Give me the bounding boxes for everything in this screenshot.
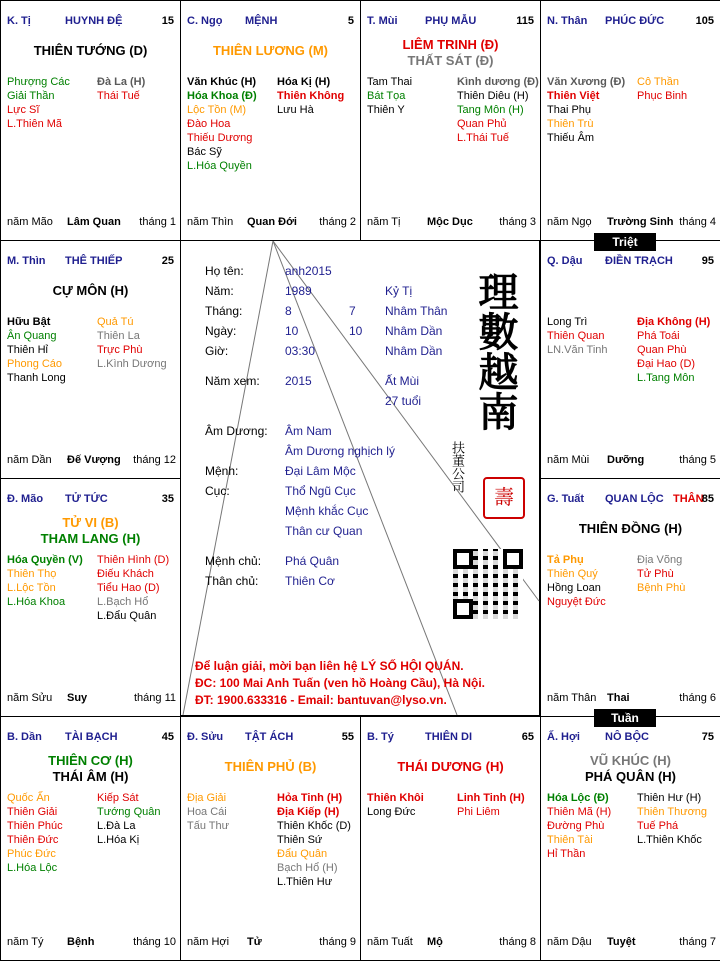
palace-number: 105 [695, 15, 714, 27]
star-item: Thiếu Dương [187, 132, 253, 144]
year-label: năm Dậu [547, 936, 592, 948]
contact-address: ĐC: 100 Mai Anh Tuấn (ven hồ Hoàng Cầu), Hà Nội. [195, 676, 486, 690]
palace-branch: Q. Dậu [547, 255, 583, 267]
thang-value: 8 [285, 304, 292, 318]
year-label: năm Thân [547, 692, 597, 704]
month-label: tháng 1 [139, 216, 176, 228]
star-column-right [277, 75, 344, 117]
palace-name: TẬT ÁCH [245, 731, 294, 743]
star-item: Quan Phù [637, 344, 687, 356]
star-item: Tử Phù [637, 568, 674, 580]
palace-branch: Ấ. Hợi [547, 731, 580, 743]
month-label: tháng 8 [499, 936, 536, 948]
nam-value: 1989 [285, 284, 312, 298]
stage-label: Mộ [427, 936, 443, 948]
star-column-right [637, 75, 687, 103]
nam-can-chi: Kỷ Tị [385, 284, 413, 298]
palace-number: 25 [161, 255, 174, 267]
main-star: THIÊN TƯỚNG (D) [33, 43, 148, 58]
gio-value: 03:30 [285, 344, 316, 358]
stage-label: Mộc Dục [427, 216, 473, 228]
star-item: Giải Thần [7, 90, 55, 102]
stage-label: Thai [607, 692, 630, 704]
palace-number: 85 [701, 493, 714, 505]
palace-cell-dan [0, 716, 181, 961]
star-item: Thiên Y [367, 104, 405, 116]
star-item: Thiên Thọ [7, 568, 57, 580]
star-item: Thiên Không [277, 90, 345, 102]
month-label: tháng 4 [679, 216, 716, 228]
star-item: Đẩu Quân [277, 848, 328, 860]
star-item: L.Thiên Hư [277, 876, 333, 888]
star-item: L.Hóa Quyền [187, 160, 252, 172]
palace-footer [7, 692, 176, 706]
star-item: Thai Phụ [547, 104, 592, 116]
star-item: L.Bạch Hổ [97, 596, 149, 608]
star-column-left [547, 791, 611, 861]
star-item: Thiên Hỉ [7, 344, 48, 356]
star-item: Thiên La [97, 330, 140, 342]
palace-cell-than [540, 0, 720, 241]
main-star: THIÊN CƠ (H) [48, 753, 133, 768]
star-item: L.Thiên Khốc [637, 834, 702, 846]
stage-label: Tử [247, 936, 262, 948]
star-item: Đà La (H) [97, 76, 146, 88]
star-item: Hỉ Thần [547, 848, 586, 860]
stage-label: Quan Đới [247, 216, 297, 228]
star-item: Phá Toái [637, 330, 680, 342]
star-item: Thanh Long [7, 372, 66, 384]
star-column-right [637, 791, 707, 847]
palace-name: HUYNH ĐỆ [65, 15, 123, 27]
palace-header [547, 493, 716, 507]
ngay-value: 10 [285, 324, 299, 338]
palace-cell-tuat [540, 478, 720, 717]
tuan-tag: Tuần [594, 709, 656, 727]
star-item: Thiên Trù [547, 118, 594, 130]
star-item: Thiên Sứ [277, 834, 323, 846]
star-item: Bạch Hổ (H) [277, 862, 338, 874]
star-item: Đào Hoa [187, 118, 231, 130]
star-item: Bác Sỹ [187, 146, 222, 158]
star-item: Hữu Bật [7, 316, 51, 328]
star-item: Quả Tú [97, 316, 134, 328]
star-item: Tướng Quân [97, 806, 161, 818]
star-item: Lực Sĩ [7, 104, 40, 116]
thang-can-chi: Nhâm Thân [385, 304, 448, 318]
star-item: Phúc Đức [7, 848, 56, 860]
palace-header [7, 15, 176, 29]
star-item: Hồng Loan [547, 582, 601, 594]
stage-label: Dưỡng [607, 454, 645, 466]
palace-cell-hoi [540, 716, 720, 961]
palace-name: PHỤ MẪU [425, 15, 477, 27]
star-item: Văn Xương (Đ) [547, 76, 626, 88]
palace-name: MỆNH [245, 15, 278, 27]
star-item: Cô Thần [637, 76, 679, 88]
year-label: năm Tị [367, 216, 401, 228]
star-item: Thiên Quý [547, 568, 598, 580]
palace-branch: M. Thìn [7, 255, 46, 267]
star-column-left [187, 75, 257, 173]
star-column-left [547, 553, 606, 609]
nam-xem-value: 2015 [285, 374, 312, 388]
palace-cell-ti [0, 0, 181, 241]
star-item: Tang Môn (H) [457, 104, 524, 116]
year-label: năm Tý [7, 936, 44, 948]
star-column-left [367, 75, 412, 117]
menh-chu-value: Phá Quân [285, 554, 340, 568]
star-item: Thiên Tài [547, 834, 593, 846]
month-label: tháng 12 [133, 454, 176, 466]
stage-label: Trường Sinh [607, 216, 674, 228]
star-item: Trực Phù [97, 344, 143, 356]
palace-number: 65 [521, 731, 534, 743]
month-label: tháng 6 [679, 692, 716, 704]
than-chu-label: Thân chủ: [205, 574, 259, 588]
main-star: THIÊN LƯƠNG (M) [212, 43, 329, 58]
palace-footer [547, 454, 716, 468]
palace-footer [7, 936, 176, 950]
star-item: Thiên Khôi [367, 792, 424, 804]
star-item: L.Hóa Khoa [7, 596, 66, 608]
palace-footer [367, 936, 536, 950]
year-label: năm Hợi [187, 936, 230, 948]
main-star: PHÁ QUÂN (H) [585, 769, 676, 784]
palace-footer [187, 936, 356, 950]
palace-header [187, 731, 356, 745]
star-item: Thiên Việt [547, 90, 600, 102]
star-item: Thiên Thương [637, 806, 708, 818]
star-item: Địa Không (H) [637, 316, 711, 328]
star-item: Hóa Kị (H) [277, 76, 331, 88]
thang-label: Tháng: [205, 304, 243, 318]
nam-xem-label: Năm xem: [205, 374, 260, 388]
palace-name: PHÚC ĐỨC [605, 15, 665, 27]
month-label: tháng 9 [319, 936, 356, 948]
star-item: Thiên Phúc [7, 820, 63, 832]
star-column-left [7, 75, 70, 131]
nam-label: Năm: [205, 284, 234, 298]
star-item: Thiên Diêu (H) [457, 90, 529, 102]
star-item: Hỏa Tinh (H) [277, 792, 343, 804]
star-item: Thiên Mã (H) [547, 806, 612, 818]
palace-footer [367, 216, 536, 230]
palace-footer [187, 216, 356, 230]
star-item: Điếu Khách [97, 568, 154, 580]
star-column-left [367, 791, 424, 819]
star-column-right [637, 315, 710, 385]
star-item: Tả Phụ [547, 554, 584, 566]
star-item: L.Thái Tuế [457, 132, 509, 144]
main-star: THÁI ÂM (H) [52, 769, 129, 784]
star-item: Lộc Tồn (M) [187, 104, 247, 116]
star-item: Ân Quang [7, 330, 57, 342]
star-item: Lưu Hà [277, 104, 314, 116]
main-star: THẤT SÁT (Đ) [407, 53, 494, 68]
star-item: L.Đà La [97, 820, 136, 832]
palace-branch: B. Dần [7, 731, 42, 743]
star-column-left [547, 75, 625, 145]
palace-branch: B. Tý [367, 731, 394, 743]
palace-footer [7, 454, 176, 468]
palace-header [7, 255, 176, 269]
main-star: THAM LANG (H) [40, 531, 141, 546]
month-label: tháng 3 [499, 216, 536, 228]
star-item: L.Hóa Kị [97, 834, 140, 846]
star-item: Quan Phủ [457, 118, 507, 130]
menh-label: Mệnh: [205, 464, 239, 478]
star-column-right [97, 553, 169, 623]
calligraphy-logo: 理數越南 [472, 271, 519, 431]
star-item: Thiên Quan [547, 330, 605, 342]
main-star: VŨ KHÚC (H) [590, 753, 671, 768]
year-label: năm Ngọ [547, 216, 592, 228]
star-column-right [637, 553, 685, 595]
star-item: Phục Binh [637, 90, 688, 102]
palace-name: THÊ THIẾP [65, 255, 123, 267]
star-item: Địa Giải [187, 792, 227, 804]
star-item: Kình dương (Đ) [457, 76, 539, 88]
center-info-panel [180, 240, 540, 716]
main-star: THIÊN PHỦ (B) [224, 759, 317, 774]
palace-header [367, 731, 536, 745]
star-column-left [547, 315, 608, 357]
stage-label: Bệnh [67, 936, 95, 948]
star-item: Phong Cáo [7, 358, 63, 370]
star-item: L.Đẩu Quân [97, 610, 157, 622]
star-item: Hóa Khoa (Đ) [187, 90, 257, 102]
palace-number: 115 [516, 15, 534, 27]
am-duong-value: Âm Nam [285, 424, 332, 438]
palace-header [7, 493, 176, 507]
palace-header [187, 15, 356, 29]
palace-cell-ty [360, 716, 541, 961]
than-chu-value: Thiên Cơ [285, 574, 335, 588]
red-seal-stamp: 壽 [483, 477, 525, 519]
palace-branch: T. Mùi [367, 15, 398, 27]
star-column-right [457, 75, 539, 145]
am-duong-note: Âm Dương nghịch lý [285, 444, 395, 458]
year-label: năm Sửu [7, 692, 53, 704]
palace-footer [547, 936, 716, 950]
month-label: tháng 2 [319, 216, 356, 228]
ngay-label: Ngày: [205, 324, 237, 338]
palace-number: 35 [161, 493, 174, 505]
star-item: Đại Hao (D) [637, 358, 696, 370]
star-item: Phượng Các [7, 76, 70, 88]
star-item: Long Trì [547, 316, 588, 328]
cuc-label: Cục: [205, 484, 230, 498]
palace-name: TỬ TỨC [65, 493, 108, 505]
star-item: Hoa Cái [187, 806, 227, 818]
month-label: tháng 10 [133, 936, 176, 948]
palace-name: NÔ BỘC [605, 731, 649, 743]
star-item: Tuế Phá [637, 820, 679, 832]
star-item: Thiếu Âm [547, 132, 595, 144]
star-item: Tam Thai [367, 76, 413, 88]
cuc-value: Thổ Ngũ Cục [285, 484, 356, 498]
palace-footer [7, 216, 176, 230]
main-star: CỰ MÔN (H) [52, 283, 129, 298]
star-item: Tấu Thư [187, 820, 230, 832]
palace-branch: N. Thân [547, 15, 588, 27]
star-column-left [7, 791, 63, 875]
stage-label: Lâm Quan [67, 216, 121, 228]
star-item: Thiên Giải [7, 806, 58, 818]
main-star: TỬ VI (B) [62, 515, 119, 530]
palace-number: 45 [161, 731, 174, 743]
month-label: tháng 5 [679, 454, 716, 466]
star-column-right [277, 791, 351, 889]
nam-xem-can-chi: Ất Mùi [385, 374, 420, 388]
main-star: LIÊM TRINH (Đ) [402, 37, 499, 52]
contact-line-1: Để luận giải, mời bạn liên hệ LÝ SỐ HỘI QUÁN. [195, 659, 464, 673]
palace-cell-thin [0, 240, 181, 479]
palace-footer [547, 692, 716, 706]
palace-branch: Đ. Mão [7, 493, 44, 505]
star-column-right [97, 791, 161, 847]
gio-can-chi: Nhâm Dần [385, 344, 443, 358]
star-item: L.Tang Môn [637, 372, 695, 384]
palace-number: 75 [701, 731, 714, 743]
palace-header [547, 731, 716, 745]
palace-branch: Đ. Sửu [187, 731, 224, 743]
am-duong-label: Âm Dương: [205, 424, 268, 438]
stage-label: Tuyệt [607, 936, 636, 948]
star-item: Thái Tuế [97, 90, 140, 102]
star-column-right [97, 315, 167, 371]
star-column-left [7, 553, 83, 609]
star-item: Địa Kiếp (H) [277, 806, 340, 818]
star-item: L.Lộc Tồn [7, 582, 56, 594]
tuoi-value: 27 tuổi [385, 394, 422, 408]
triet-tag: Triệt [594, 233, 656, 251]
year-label: năm Thìn [187, 216, 234, 228]
palace-branch: K. Tị [7, 15, 31, 27]
palace-cell-mui [360, 0, 541, 241]
palace-number: 55 [341, 731, 354, 743]
stage-label: Suy [67, 692, 88, 704]
star-item: Long Đức [367, 806, 416, 818]
palace-cell-dau [540, 240, 720, 479]
star-item: L.Thiên Mã [7, 118, 63, 130]
star-item: L.Hóa Lộc [7, 862, 58, 874]
ngay-can-chi: Nhâm Dần [385, 324, 443, 338]
star-item: Thiên Khốc (D) [277, 820, 351, 832]
ngay-lunar: 10 [349, 324, 363, 338]
contact-phone-email: ĐT: 1900.633316 - Email: bantuvan@lyso.vn. [195, 693, 447, 707]
calligraphy-small: 扶董公司 [449, 441, 464, 493]
palace-name: QUAN LỘC [605, 493, 664, 505]
palace-branch: G. Tuất [547, 493, 585, 505]
palace-cell-suu [180, 716, 361, 961]
menh-chu-label: Mệnh chủ: [205, 554, 262, 568]
palace-branch: C. Ngọ [187, 15, 223, 27]
palace-number: 5 [347, 15, 354, 27]
gio-label: Giờ: [205, 344, 229, 358]
thang-lunar: 7 [349, 304, 356, 318]
palace-header [547, 255, 716, 269]
stage-label: Đế Vượng [67, 454, 121, 466]
year-label: năm Tuất [367, 936, 413, 948]
palace-number: 15 [161, 15, 174, 27]
palace-cell-mao [0, 478, 181, 717]
star-item: Thiên Hình (D) [97, 554, 170, 566]
ho-ten-value: anh2015 [285, 264, 332, 278]
star-item: Linh Tinh (H) [457, 792, 525, 804]
main-star: THÁI DƯƠNG (H) [397, 759, 504, 774]
star-item: Phi Liêm [457, 806, 500, 818]
star-item: Bát Tọa [367, 90, 406, 102]
than-cu: Thân cư Quan [285, 524, 363, 538]
star-item: L.Kình Dương [97, 358, 167, 370]
palace-header [547, 15, 716, 29]
palace-name: ĐIỀN TRẠCH [605, 255, 673, 267]
ho-ten-label: Họ tên: [205, 264, 244, 278]
star-item: Thiên Hư (H) [637, 792, 702, 804]
star-column-right [97, 75, 145, 103]
star-item: Hóa Quyền (V) [7, 554, 83, 566]
cuc-relation: Mệnh khắc Cục [285, 504, 369, 518]
star-item: Tiểu Hao (D) [97, 582, 160, 594]
year-label: năm Mão [7, 216, 53, 228]
star-item: Thiên Đức [7, 834, 59, 846]
star-item: Bệnh Phù [637, 582, 686, 594]
palace-header [7, 731, 176, 745]
than-marker: THÂN [673, 493, 704, 505]
palace-name: TÀI BẠCH [65, 731, 118, 743]
qr-code [453, 549, 523, 619]
star-item: LN.Văn Tinh [547, 344, 608, 356]
star-item: Kiếp Sát [97, 792, 139, 804]
main-star: THIÊN ĐỒNG (H) [578, 521, 683, 536]
palace-header [367, 15, 536, 29]
year-label: năm Dần [7, 454, 52, 466]
star-item: Đường Phù [547, 820, 605, 832]
star-item: Địa Võng [637, 554, 683, 566]
palace-cell-ngo [180, 0, 361, 241]
star-item: Nguyệt Đức [547, 596, 606, 608]
star-item: Hóa Lộc (Đ) [547, 792, 609, 804]
star-column-left [187, 791, 229, 833]
star-item: Quốc Ấn [7, 792, 50, 804]
month-label: tháng 11 [133, 692, 176, 704]
palace-name: THIÊN DI [425, 731, 473, 743]
palace-number: 95 [701, 255, 714, 267]
star-column-right [457, 791, 525, 819]
star-column-left [7, 315, 66, 385]
month-label: tháng 7 [679, 936, 716, 948]
menh-value: Đại Lâm Mộc [285, 464, 356, 478]
year-label: năm Mùi [547, 454, 590, 466]
palace-footer [547, 216, 716, 230]
star-item: Văn Khúc (H) [187, 76, 257, 88]
